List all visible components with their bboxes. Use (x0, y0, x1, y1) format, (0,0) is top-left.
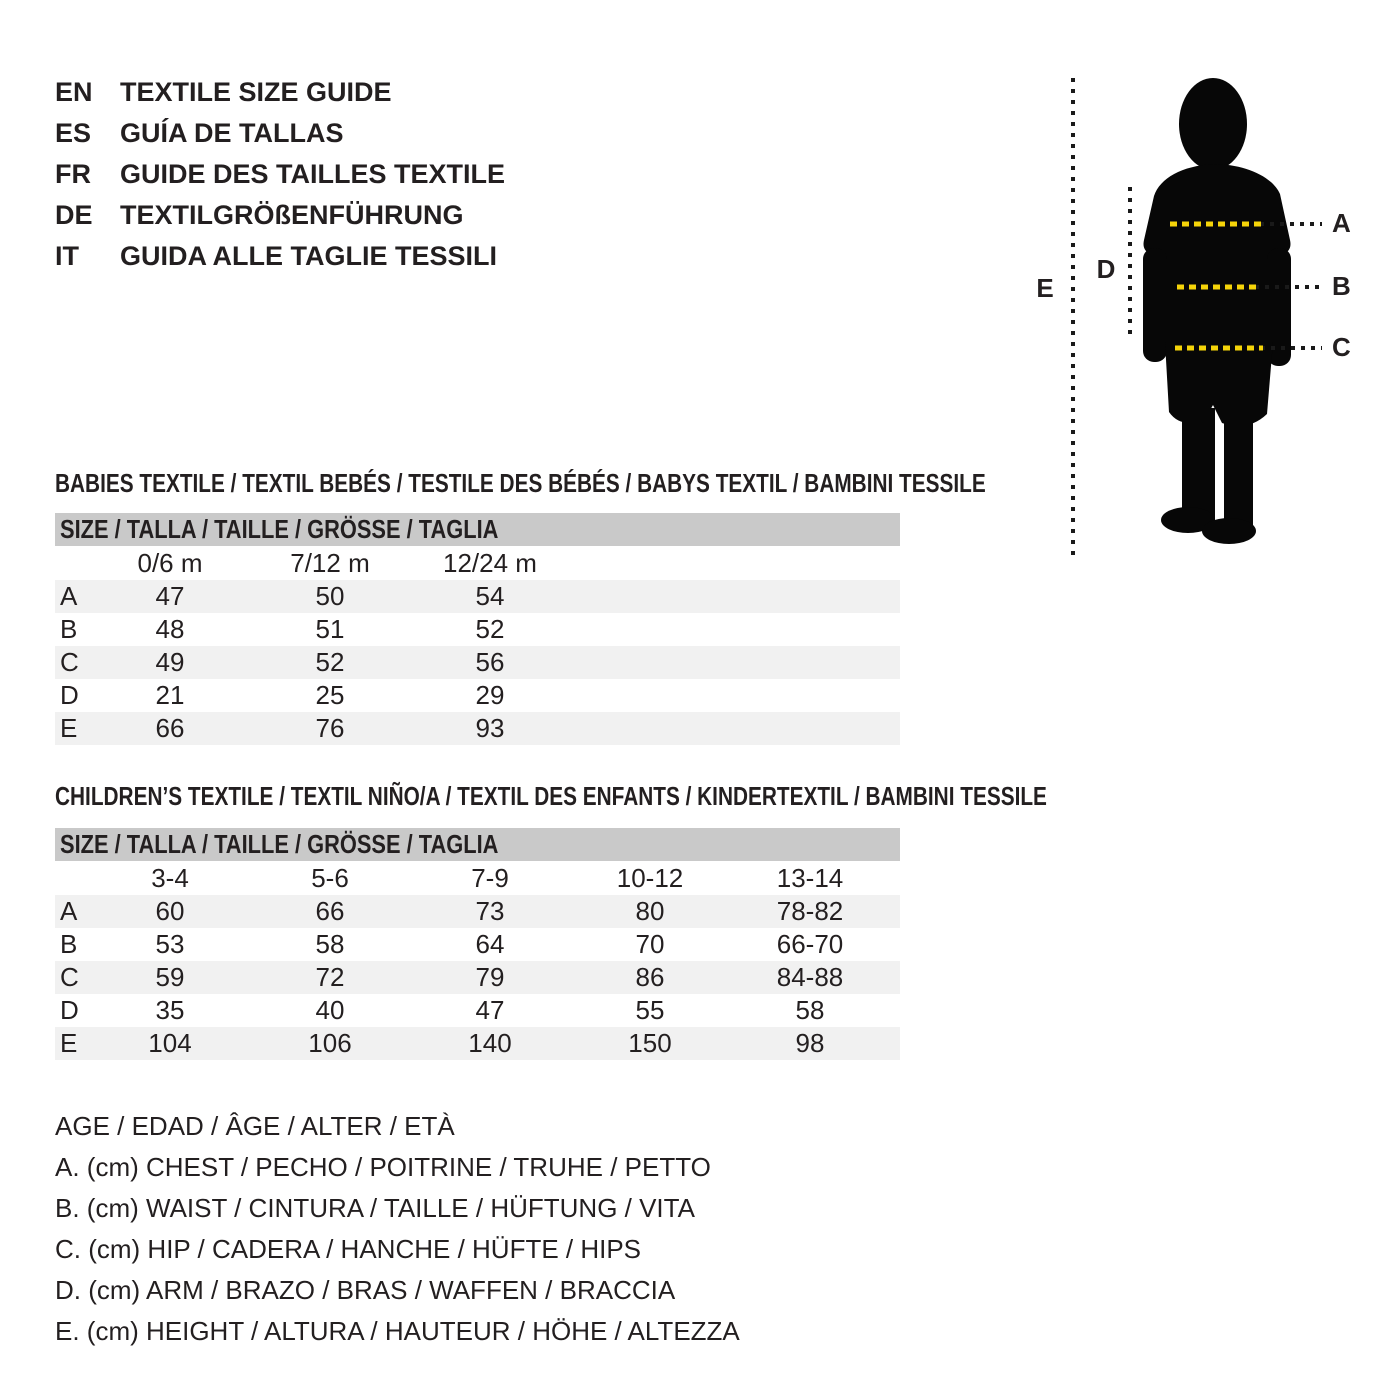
column-header: 5-6 (311, 863, 349, 893)
row-label: A (60, 896, 78, 926)
cell: 52 (315, 647, 345, 677)
cell: 25 (315, 680, 345, 710)
table-row (55, 613, 900, 646)
cell: 106 (308, 1028, 352, 1058)
babies-table-size-header (55, 513, 900, 546)
legend-line: AGE / EDAD / ÂGE / ALTER / ETÀ (55, 1111, 455, 1141)
cell: 98 (795, 1028, 825, 1058)
row-label: D (60, 680, 79, 710)
language-code: FR (55, 159, 91, 189)
cell: 150 (628, 1028, 672, 1058)
cell: 73 (475, 896, 505, 926)
row-label: E (60, 1028, 78, 1058)
cell: 80 (635, 896, 665, 926)
children-section-title-text: CHILDREN’S TEXTILE / TEXTIL NIÑO/A / TEXTIL DES ENFANTS / KINDERTEXTIL / BAMBINI TESSILE (55, 781, 1047, 811)
column-header: 10-12 (616, 863, 684, 893)
table-row (55, 580, 900, 613)
language-title: GUÍA DE TALLAS (120, 118, 344, 148)
row-label: B (60, 929, 78, 959)
cell: 70 (635, 929, 665, 959)
cell: 140 (468, 1028, 512, 1058)
cell: 51 (315, 614, 345, 644)
language-code: DE (55, 200, 93, 230)
language-code: IT (55, 241, 79, 271)
legend-line: A. (cm) CHEST / PECHO / POITRINE / TRUHE / PETTO (55, 1152, 711, 1182)
language-code: EN (55, 77, 93, 107)
cell: 84-88 (776, 962, 844, 992)
cell: 55 (635, 995, 665, 1025)
row-label: B (60, 614, 78, 644)
cell: 53 (155, 929, 185, 959)
column-header: 12/24 m (443, 548, 537, 578)
cell: 66-70 (776, 929, 844, 959)
language-title: GUIDA ALLE TAGLIE TESSILI (120, 241, 497, 271)
babies-table-size-header-text: SIZE / TALLA / TAILLE / GRÖSSE / TAGLIA (60, 514, 499, 544)
language-title: TEXTILGRÖßENFÜHRUNG (120, 200, 464, 230)
language-row (55, 195, 505, 236)
children-section-title (55, 781, 1295, 812)
cell: 60 (155, 896, 185, 926)
cell: 58 (315, 929, 345, 959)
cell: 49 (155, 647, 185, 677)
cell: 29 (475, 680, 505, 710)
cell: 66 (155, 713, 185, 743)
waist-label: B (1332, 271, 1351, 301)
column-header: 0/6 m (137, 548, 203, 578)
cell: 50 (315, 581, 345, 611)
cell: 47 (155, 581, 185, 611)
row-label: C (60, 962, 79, 992)
cell: 64 (475, 929, 505, 959)
row-label: E (60, 713, 78, 743)
arm-label: D (1096, 254, 1116, 284)
row-label: D (60, 995, 79, 1025)
table-row (55, 961, 900, 994)
cell: 79 (475, 962, 505, 992)
table-row (55, 1027, 900, 1060)
cell: 54 (475, 581, 505, 611)
legend-line: B. (cm) WAIST / CINTURA / TAILLE / HÜFTUNG / VITA (55, 1193, 695, 1223)
row-label: A (60, 581, 78, 611)
cell: 76 (315, 713, 345, 743)
height-label: E (1036, 273, 1054, 303)
children-size-table (55, 828, 900, 1060)
column-header: 3-4 (151, 863, 189, 893)
figure-block (1020, 60, 1360, 580)
language-title: TEXTILE SIZE GUIDE (120, 77, 392, 107)
cell: 58 (795, 995, 825, 1025)
table-row (55, 712, 900, 745)
column-header-row (55, 546, 900, 580)
column-header: 7-9 (471, 863, 509, 893)
legend-line: E. (cm) HEIGHT / ALTURA / HAUTEUR / HÖHE / ALTEZZA (55, 1316, 740, 1346)
table-row (55, 679, 900, 712)
table-row (55, 928, 900, 961)
measurement-legend (55, 1106, 740, 1352)
cell: 66 (315, 896, 345, 926)
table-row (55, 646, 900, 679)
hip-label: C (1332, 332, 1351, 362)
babies-section-title-text: BABIES TEXTILE / TEXTIL BEBÉS / TESTILE DES BÉBÉS / BABYS TEXTIL / BAMBINI TESSILE (55, 468, 986, 498)
language-row (55, 236, 505, 277)
language-title-block (55, 72, 505, 277)
cell: 35 (155, 995, 185, 1025)
cell: 104 (148, 1028, 192, 1058)
column-header: 7/12 m (290, 548, 370, 578)
language-row (55, 154, 505, 195)
cell: 59 (155, 962, 185, 992)
table-row (55, 994, 900, 1027)
column-header: 13-14 (776, 863, 844, 893)
cell: 93 (475, 713, 505, 743)
legend-line: C. (cm) HIP / CADERA / HANCHE / HÜFTE / HIPS (55, 1234, 642, 1264)
babies-size-table (55, 513, 900, 745)
chest-label: A (1332, 208, 1351, 238)
cell: 56 (475, 647, 505, 677)
language-row (55, 72, 505, 113)
cell: 78-82 (776, 896, 844, 926)
cell: 47 (475, 995, 505, 1025)
language-row (55, 113, 505, 154)
size-figure (1020, 60, 1360, 580)
row-label: C (60, 647, 79, 677)
language-title: GUIDE DES TAILLES TEXTILE (120, 159, 506, 189)
children-table-size-header (55, 828, 900, 861)
cell: 86 (635, 962, 665, 992)
cell: 40 (315, 995, 345, 1025)
column-header-row (55, 861, 900, 895)
table-row (55, 895, 900, 928)
cell: 21 (155, 680, 185, 710)
legend-line: D. (cm) ARM / BRAZO / BRAS / WAFFEN / BRACCIA (55, 1275, 676, 1305)
language-code: ES (55, 118, 92, 148)
cell: 52 (475, 614, 505, 644)
babies-section-title (55, 468, 1218, 499)
children-table-size-header-text: SIZE / TALLA / TAILLE / GRÖSSE / TAGLIA (60, 829, 499, 859)
cell: 72 (315, 962, 345, 992)
cell: 48 (155, 614, 185, 644)
